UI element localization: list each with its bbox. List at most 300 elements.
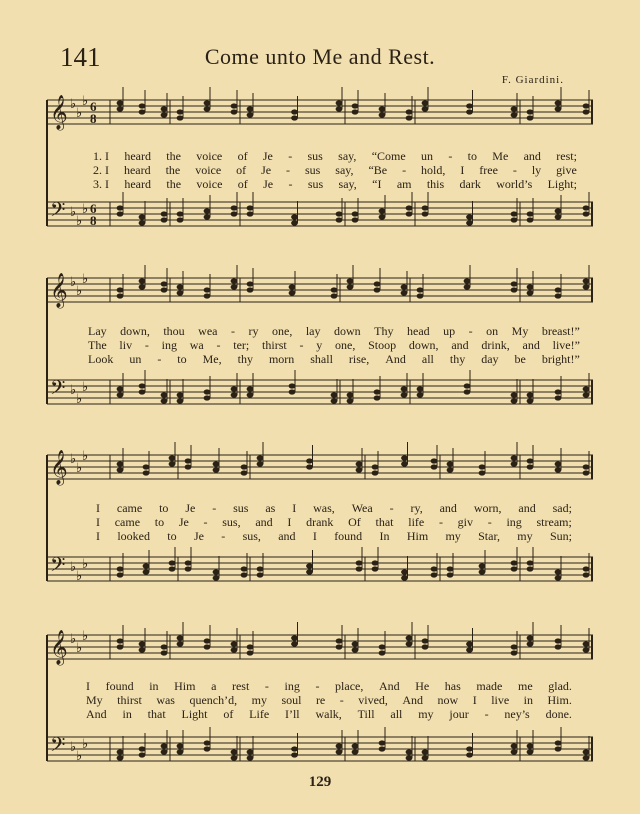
note-head xyxy=(231,641,238,646)
lyric-syllable: ry xyxy=(248,324,259,338)
note-head xyxy=(555,746,562,751)
note-head xyxy=(231,278,238,283)
note-head xyxy=(336,211,343,216)
note-head xyxy=(527,464,534,469)
flat-icon: ♭ xyxy=(70,96,77,111)
note-head xyxy=(422,638,429,643)
note-head xyxy=(139,109,146,114)
lyric-syllable: bright!” xyxy=(541,352,580,366)
note-head xyxy=(356,560,363,565)
lyric-syllable: 3. I xyxy=(93,177,109,191)
note-head xyxy=(406,205,413,210)
note-head xyxy=(291,752,298,757)
note-head xyxy=(331,293,338,298)
treble-clef-icon: 𝄞 xyxy=(50,273,68,308)
lyric-syllable: wa xyxy=(189,338,204,352)
flat-icon: ♭ xyxy=(70,204,77,219)
note-head xyxy=(291,220,298,225)
lyric-syllable: be xyxy=(514,352,526,366)
note-head xyxy=(204,287,211,292)
note-head xyxy=(379,112,386,117)
note-head xyxy=(352,641,359,646)
lyric-syllable: Lay xyxy=(88,324,107,338)
lyric-syllable: sus xyxy=(305,163,321,177)
lyric-syllable: - xyxy=(216,338,221,352)
composer-credit: F. Giardini. xyxy=(501,74,564,86)
note-head xyxy=(139,641,146,646)
note-head xyxy=(417,386,424,391)
note-head xyxy=(231,755,238,760)
note-head xyxy=(464,383,471,388)
note-head xyxy=(204,208,211,213)
flat-icon: ♭ xyxy=(82,93,89,108)
note-head xyxy=(139,214,146,219)
note-head xyxy=(117,644,124,649)
lyric-syllable: - xyxy=(512,163,517,177)
note-head xyxy=(289,284,296,289)
lyric-syllable: to xyxy=(154,515,165,529)
lyric-syllable: down, xyxy=(120,324,150,338)
lyric-syllable: was xyxy=(156,693,175,707)
lyric-syllable: un xyxy=(129,352,142,366)
note-head xyxy=(466,103,473,108)
note-head xyxy=(117,106,124,111)
note-head xyxy=(555,106,562,111)
note-head xyxy=(352,743,359,748)
lyric-syllable: Wea xyxy=(351,501,373,515)
lyric-syllable: rest xyxy=(231,679,250,693)
lyric-syllable: breast!” xyxy=(541,324,580,338)
lyric-syllable: a xyxy=(211,679,217,693)
lyric-syllable: Je xyxy=(261,163,272,177)
lyric-line xyxy=(88,352,580,366)
note-head xyxy=(479,569,486,574)
note-head xyxy=(247,281,254,286)
lyric-syllable: re xyxy=(315,693,326,707)
lyric-syllable: Thy xyxy=(374,324,394,338)
note-head xyxy=(241,470,248,475)
note-head xyxy=(161,650,168,655)
flat-icon: ♭ xyxy=(70,274,77,289)
flat-icon: ♭ xyxy=(82,201,89,216)
lyric-syllable: un xyxy=(421,149,434,163)
lyric-syllable: in xyxy=(122,707,132,721)
note-head xyxy=(347,392,354,397)
lyric-syllable: of xyxy=(237,149,248,163)
note-head xyxy=(247,644,254,649)
lyric-syllable: my xyxy=(445,529,461,543)
note-head xyxy=(336,638,343,643)
flat-icon: ♭ xyxy=(82,379,89,394)
note-head xyxy=(291,115,298,120)
note-head xyxy=(379,208,386,213)
lyric-line xyxy=(86,693,572,707)
note-head xyxy=(511,650,518,655)
lyric-syllable: - xyxy=(299,338,304,352)
lyric-syllable: thirst xyxy=(117,693,142,707)
lyric-syllable: quench’d, xyxy=(189,693,238,707)
note-head xyxy=(247,755,254,760)
note-head xyxy=(447,461,454,466)
lyric-syllable: looked xyxy=(117,529,150,543)
note-head xyxy=(422,644,429,649)
lyric-syllable: to xyxy=(167,529,177,543)
flat-icon: ♭ xyxy=(76,391,83,406)
lyric-syllable: say, xyxy=(335,163,354,177)
note-head xyxy=(511,398,518,403)
note-head xyxy=(185,458,192,463)
lyric-syllable: of xyxy=(237,177,248,191)
lyric-syllable: done. xyxy=(545,707,572,721)
lyric-syllable: In xyxy=(379,529,390,543)
note-head xyxy=(401,284,408,289)
lyric-syllable: found xyxy=(334,529,363,543)
lyric-line xyxy=(88,324,580,338)
lyric-syllable: Je xyxy=(262,149,273,163)
flat-icon: ♭ xyxy=(76,748,83,763)
note-head xyxy=(511,392,518,397)
lyric-syllable: to xyxy=(467,149,477,163)
lyric-line xyxy=(93,149,577,163)
note-head xyxy=(213,461,220,466)
note-head xyxy=(204,746,211,751)
lyric-syllable: I xyxy=(460,163,465,177)
note-head xyxy=(306,464,313,469)
note-head xyxy=(185,566,192,571)
lyric-syllable: - xyxy=(484,707,489,721)
time-signature: 6 xyxy=(90,201,97,216)
note-head xyxy=(511,455,518,460)
note-head xyxy=(527,217,534,222)
note-head xyxy=(479,563,486,568)
note-head xyxy=(247,106,254,111)
lyric-syllable: - xyxy=(468,324,473,338)
note-head xyxy=(161,106,168,111)
note-head xyxy=(247,386,254,391)
note-head xyxy=(511,749,518,754)
lyric-syllable: down xyxy=(334,324,361,338)
note-head xyxy=(555,467,562,472)
note-head xyxy=(379,650,386,655)
note-head xyxy=(464,284,471,289)
note-head xyxy=(231,109,238,114)
note-head xyxy=(447,467,454,472)
note-head xyxy=(555,575,562,580)
note-head xyxy=(161,743,168,748)
note-head xyxy=(417,293,424,298)
note-head xyxy=(143,464,150,469)
note-head xyxy=(117,572,124,577)
note-head xyxy=(511,560,518,565)
lyric-syllable: Me, xyxy=(202,352,222,366)
note-head xyxy=(139,752,146,757)
note-head xyxy=(527,743,534,748)
lyric-syllable: came xyxy=(114,515,141,529)
lyric-syllable: my xyxy=(517,529,533,543)
lyric-syllable: Stoop xyxy=(368,338,397,352)
note-head xyxy=(406,641,413,646)
lyric-syllable: - xyxy=(231,324,235,338)
lyric-syllable: stream; xyxy=(536,515,572,529)
note-head xyxy=(139,220,146,225)
lyric-syllable: - xyxy=(288,177,293,191)
note-head xyxy=(331,398,338,403)
note-head xyxy=(555,293,562,298)
lyric-syllable: down, xyxy=(408,338,439,352)
note-head xyxy=(336,217,343,222)
note-head xyxy=(291,635,298,640)
note-head xyxy=(511,566,518,571)
note-head xyxy=(555,644,562,649)
flat-icon: ♭ xyxy=(76,640,83,655)
lyric-syllable: morn xyxy=(268,352,295,366)
lyric-syllable: 1. I xyxy=(93,149,109,163)
note-head xyxy=(139,103,146,108)
lyric-syllable: dark xyxy=(459,177,481,191)
note-head xyxy=(241,464,248,469)
note-head xyxy=(177,211,184,216)
lyric-syllable: ly xyxy=(531,163,542,177)
note-head xyxy=(169,455,176,460)
note-head xyxy=(139,284,146,289)
note-head xyxy=(161,217,168,222)
flat-icon: ♭ xyxy=(76,283,83,298)
lyric-line xyxy=(96,515,572,529)
lyric-syllable: rise, xyxy=(348,352,370,366)
note-head xyxy=(289,389,296,394)
lyric-syllable: - xyxy=(286,163,291,177)
note-head xyxy=(161,112,168,117)
note-head xyxy=(555,395,562,400)
lyric-syllable: Je xyxy=(178,515,189,529)
lyric-syllable: thou xyxy=(163,324,185,338)
flat-icon: ♭ xyxy=(82,556,89,571)
note-head xyxy=(555,569,562,574)
note-head xyxy=(406,211,413,216)
lyric-syllable: and xyxy=(522,338,540,352)
lyric-syllable: I xyxy=(96,529,100,543)
note-head xyxy=(185,560,192,565)
lyric-syllable: - xyxy=(339,693,344,707)
note-head xyxy=(161,287,168,292)
lyric-syllable: my xyxy=(418,707,434,721)
lyric-syllable: came xyxy=(116,501,143,515)
note-head xyxy=(291,214,298,219)
note-head xyxy=(583,211,590,216)
note-head xyxy=(422,211,429,216)
lyric-syllable: Sun; xyxy=(549,529,572,543)
lyric-syllable: jour xyxy=(449,707,469,721)
lyric-syllable: was, xyxy=(313,501,335,515)
lyric-syllable: I xyxy=(96,515,100,529)
lyric-syllable: Of xyxy=(348,515,361,529)
lyric-syllable: me xyxy=(517,679,533,693)
note-head xyxy=(177,109,184,114)
note-head xyxy=(177,392,184,397)
lyric-syllable: thirst xyxy=(262,338,287,352)
note-head xyxy=(352,749,359,754)
lyric-syllable: Him. xyxy=(547,693,572,707)
lyric-syllable: Till xyxy=(357,707,375,721)
lyric-syllable: Him xyxy=(174,679,196,693)
note-head xyxy=(117,566,124,571)
note-head xyxy=(204,638,211,643)
note-head xyxy=(306,563,313,568)
note-head xyxy=(139,647,146,652)
note-head xyxy=(406,115,413,120)
lyric-syllable: walk, xyxy=(315,707,342,721)
time-signature: 6 xyxy=(90,99,97,114)
note-head xyxy=(241,572,248,577)
lyric-syllable: life xyxy=(408,515,425,529)
note-head xyxy=(583,572,590,577)
note-head xyxy=(466,109,473,114)
lyric-syllable: Je xyxy=(263,177,274,191)
lyric-syllable: free xyxy=(479,163,498,177)
note-head xyxy=(213,467,220,472)
note-head xyxy=(161,211,168,216)
page-number: 129 xyxy=(308,774,332,790)
lyric-syllable: in xyxy=(523,693,534,707)
lyric-syllable: - xyxy=(448,149,453,163)
treble-clef-icon: 𝄞 xyxy=(50,630,68,665)
lyric-syllable: Star, xyxy=(478,529,500,543)
note-head xyxy=(401,461,408,466)
note-head xyxy=(583,464,590,469)
lyric-syllable: that xyxy=(147,707,166,721)
note-head xyxy=(511,461,518,466)
note-head xyxy=(161,644,168,649)
note-head xyxy=(213,569,220,574)
note-head xyxy=(527,635,534,640)
lyric-line xyxy=(88,338,580,352)
lyric-syllable: give xyxy=(556,163,577,177)
lyric-syllable: - xyxy=(315,679,320,693)
note-head xyxy=(583,205,590,210)
lyric-syllable: voice xyxy=(196,177,223,191)
lyric-syllable: The xyxy=(88,338,107,352)
note-head xyxy=(583,109,590,114)
note-head xyxy=(143,569,150,574)
note-head xyxy=(177,635,184,640)
lyric-syllable: of xyxy=(223,707,234,721)
note-head xyxy=(417,287,424,292)
note-head xyxy=(447,572,454,577)
note-head xyxy=(231,392,238,397)
note-head xyxy=(374,287,381,292)
lyric-line xyxy=(96,529,572,543)
lyric-syllable: vived, xyxy=(358,693,388,707)
note-head xyxy=(527,398,534,403)
treble-clef-icon: 𝄞 xyxy=(50,95,68,130)
note-head xyxy=(356,566,363,571)
note-head xyxy=(466,647,473,652)
lyric-syllable: - xyxy=(402,163,407,177)
note-head xyxy=(139,278,146,283)
bass-clef-icon: 𝄢 xyxy=(50,376,66,404)
lyric-syllable: - xyxy=(264,679,269,693)
note-head xyxy=(306,458,313,463)
note-head xyxy=(583,103,590,108)
note-head xyxy=(185,464,192,469)
lyric-line xyxy=(96,501,572,515)
note-head xyxy=(447,566,454,571)
lyric-syllable: “I xyxy=(372,177,382,191)
note-head xyxy=(527,115,534,120)
note-head xyxy=(177,641,184,646)
lyric-syllable: and xyxy=(439,501,457,515)
note-head xyxy=(117,461,124,466)
note-head xyxy=(352,211,359,216)
note-head xyxy=(257,566,264,571)
lyric-syllable: one, xyxy=(335,338,356,352)
lyric-syllable: and xyxy=(518,501,536,515)
note-head xyxy=(479,470,486,475)
note-head xyxy=(422,755,429,760)
note-head xyxy=(583,641,590,646)
note-head xyxy=(431,458,438,463)
lyric-syllable: sus xyxy=(307,149,323,163)
note-head xyxy=(511,211,518,216)
hymn-title: Come unto Me and Rest. xyxy=(204,44,436,69)
note-head xyxy=(306,569,313,574)
note-head xyxy=(527,211,534,216)
lyric-syllable: - xyxy=(221,529,226,543)
lyric-syllable: ney’s xyxy=(504,707,530,721)
flat-icon: ♭ xyxy=(82,271,89,286)
lyric-syllable: heard xyxy=(124,177,152,191)
note-head xyxy=(379,644,386,649)
lyric-syllable: as xyxy=(265,501,276,515)
note-head xyxy=(204,214,211,219)
note-head xyxy=(527,749,534,754)
bass-clef-icon: 𝄢 xyxy=(50,553,66,581)
note-head xyxy=(177,749,184,754)
lyric-syllable: I xyxy=(312,529,317,543)
lyric-syllable: heard xyxy=(123,163,151,177)
lyric-syllable: and xyxy=(278,529,296,543)
lyric-syllable: all xyxy=(421,352,434,366)
note-head xyxy=(583,749,590,754)
lyric-syllable: My xyxy=(86,693,103,707)
lyric-syllable: the xyxy=(166,149,181,163)
note-head xyxy=(555,100,562,105)
note-head xyxy=(177,743,184,748)
note-head xyxy=(177,398,184,403)
lyric-syllable: in xyxy=(149,679,159,693)
note-head xyxy=(422,106,429,111)
lyric-syllable: on xyxy=(486,324,499,338)
note-head xyxy=(247,112,254,117)
lyric-line xyxy=(86,679,572,693)
note-head xyxy=(331,392,338,397)
lyric-syllable: say, xyxy=(338,149,357,163)
note-head xyxy=(372,470,379,475)
lyric-syllable: I’ll xyxy=(284,707,300,721)
note-head xyxy=(401,386,408,391)
note-head xyxy=(466,220,473,225)
note-head xyxy=(401,392,408,397)
note-head xyxy=(257,572,264,577)
note-head xyxy=(117,638,124,643)
lyric-syllable: Life xyxy=(249,707,270,721)
flat-icon: ♭ xyxy=(82,736,89,751)
note-head xyxy=(169,461,176,466)
lyric-syllable: ing xyxy=(506,515,522,529)
note-head xyxy=(204,106,211,111)
lyric-syllable: head xyxy=(407,324,430,338)
note-head xyxy=(247,749,254,754)
